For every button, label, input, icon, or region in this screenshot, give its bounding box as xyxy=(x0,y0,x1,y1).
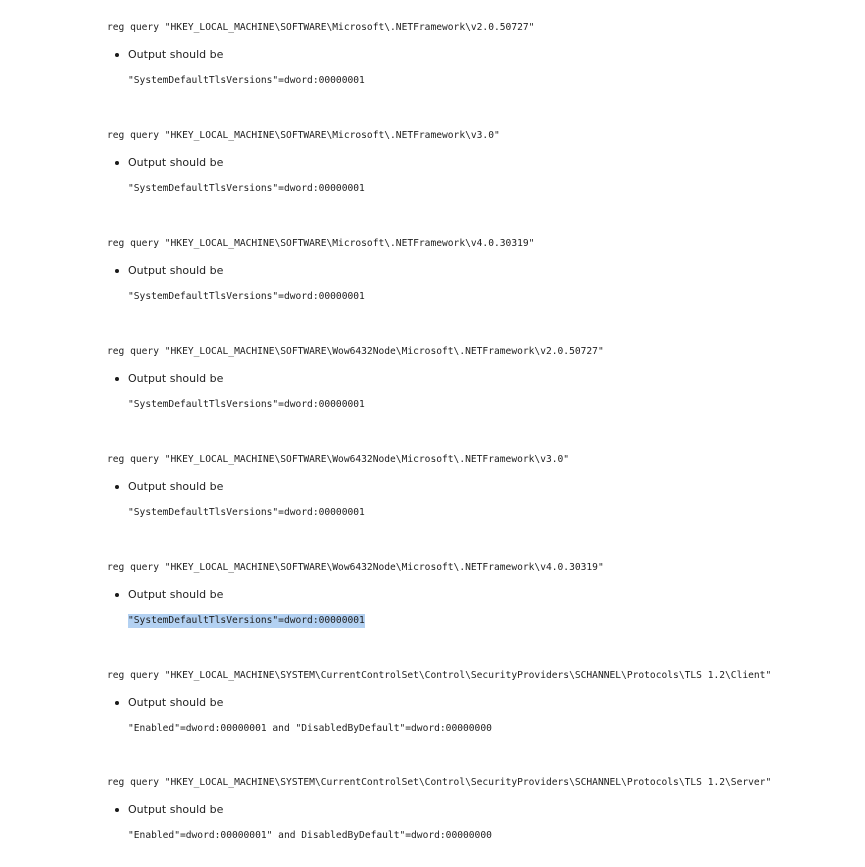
expected-output[interactable]: "SystemDefaultTlsVersions"=dword:00000001 xyxy=(128,507,365,518)
bullet-text: Output should be xyxy=(128,156,224,169)
expected-output[interactable]: "SystemDefaultTlsVersions"=dword:00000001 xyxy=(128,183,365,194)
bullet-text: Output should be xyxy=(128,803,224,816)
reg-command[interactable]: reg query "HKEY_LOCAL_MACHINE\SOFTWARE\Microsoft\.NETFramework\v3.0" xyxy=(107,130,500,141)
expected-output[interactable]: "SystemDefaultTlsVersions"=dword:00000001 xyxy=(128,291,365,302)
expected-output[interactable]: "SystemDefaultTlsVersions"=dword:00000001 xyxy=(128,75,365,86)
reg-command[interactable]: reg query "HKEY_LOCAL_MACHINE\SOFTWARE\Wow6432Node\Microsoft\.NETFramework\v4.0.30319" xyxy=(107,562,604,573)
selected-expected-output[interactable]: "SystemDefaultTlsVersions"=dword:00000001 xyxy=(128,615,365,626)
bullet-text: Output should be xyxy=(128,696,224,709)
bullet-text: Output should be xyxy=(128,372,224,385)
bullet-text: Output should be xyxy=(128,588,224,601)
reg-command[interactable]: reg query "HKEY_LOCAL_MACHINE\SOFTWARE\Wow6432Node\Microsoft\.NETFramework\v2.0.50727" xyxy=(107,346,604,357)
reg-command[interactable]: reg query "HKEY_LOCAL_MACHINE\SOFTWARE\Microsoft\.NETFramework\v2.0.50727" xyxy=(107,22,535,33)
reg-command[interactable]: reg query "HKEY_LOCAL_MACHINE\SOFTWARE\Wow6432Node\Microsoft\.NETFramework\v3.0" xyxy=(107,454,570,465)
bullet-icon xyxy=(115,269,119,273)
bullet-icon xyxy=(115,377,119,381)
reg-command[interactable]: reg query "HKEY_LOCAL_MACHINE\SYSTEM\CurrentControlSet\Control\SecurityProviders\SCHANNEL\Protocols\TLS 1.2\Server" xyxy=(107,777,772,788)
bullet-text: Output should be xyxy=(128,480,224,493)
reg-command[interactable]: reg query "HKEY_LOCAL_MACHINE\SOFTWARE\Microsoft\.NETFramework\v4.0.30319" xyxy=(107,238,535,249)
expected-output[interactable]: "Enabled"=dword:00000001" and DisabledByDefault"=dword:00000000 xyxy=(128,830,492,841)
bullet-icon xyxy=(115,701,119,705)
bullet-icon xyxy=(115,808,119,812)
expected-output[interactable]: "Enabled"=dword:00000001 and "DisabledByDefault"=dword:00000000 xyxy=(128,723,492,734)
bullet-text: Output should be xyxy=(128,264,224,277)
bullet-icon xyxy=(115,53,119,57)
bullet-icon xyxy=(115,593,119,597)
bullet-icon xyxy=(115,485,119,489)
bullet-text: Output should be xyxy=(128,48,224,61)
expected-output[interactable]: "SystemDefaultTlsVersions"=dword:00000001 xyxy=(128,399,365,410)
reg-command[interactable]: reg query "HKEY_LOCAL_MACHINE\SYSTEM\CurrentControlSet\Control\SecurityProviders\SCHANNEL\Protocols\TLS 1.2\Client" xyxy=(107,670,772,681)
bullet-icon xyxy=(115,161,119,165)
